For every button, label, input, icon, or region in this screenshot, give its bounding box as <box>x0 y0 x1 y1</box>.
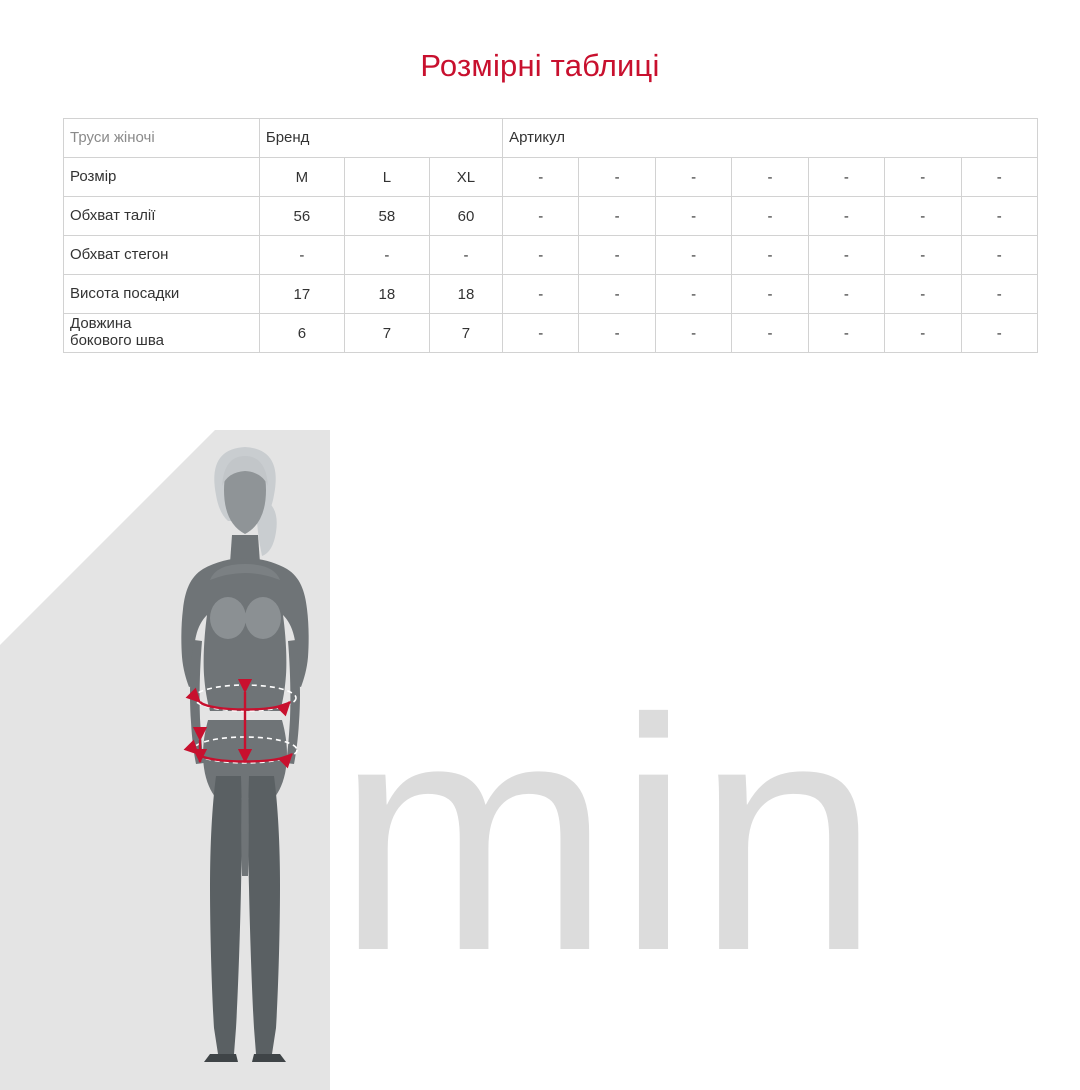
table-header-row <box>64 119 1038 158</box>
cell-value: - <box>961 314 1038 353</box>
table-row <box>64 314 1038 353</box>
page-title: Розмірні таблиці <box>420 48 660 83</box>
cell-value: M <box>259 158 344 197</box>
cell-value: - <box>808 314 884 353</box>
cell-value: 18 <box>429 275 502 314</box>
cell-value: - <box>808 275 884 314</box>
cell-value: - <box>808 197 884 236</box>
cell-value: 56 <box>259 197 344 236</box>
table-row <box>64 197 1038 236</box>
table-row <box>64 158 1038 197</box>
cell-value: - <box>808 158 884 197</box>
row-label: Висота посадки <box>64 275 260 314</box>
cell-value: - <box>503 158 579 197</box>
cell-value: - <box>732 275 808 314</box>
cell-value: - <box>503 236 579 275</box>
size-chart-table <box>63 118 1038 353</box>
cell-value: XL <box>429 158 502 197</box>
cell-value: - <box>655 197 731 236</box>
cell-value: - <box>732 236 808 275</box>
size-chart-container <box>63 118 1038 353</box>
header-product-cell <box>64 119 260 158</box>
cell-value: - <box>732 158 808 197</box>
cell-value: 7 <box>429 314 502 353</box>
header-product-label: Труси жіночі <box>70 128 155 146</box>
cell-value: - <box>732 197 808 236</box>
cell-value: - <box>961 275 1038 314</box>
row-label: Обхват талії <box>64 197 260 236</box>
cell-value: L <box>344 158 429 197</box>
table-row <box>64 275 1038 314</box>
cell-value: - <box>885 197 961 236</box>
cell-value: - <box>655 314 731 353</box>
table-row <box>64 236 1038 275</box>
cell-value: - <box>579 275 655 314</box>
cell-value: - <box>503 275 579 314</box>
cell-value: - <box>961 158 1038 197</box>
cell-value: - <box>885 275 961 314</box>
cell-value: - <box>885 236 961 275</box>
cell-value: - <box>579 158 655 197</box>
row-label: Обхват стегон <box>64 236 260 275</box>
cell-value: - <box>579 314 655 353</box>
row-label: Розмір <box>64 158 260 197</box>
cell-value: - <box>961 236 1038 275</box>
cell-value: 60 <box>429 197 502 236</box>
cell-value: - <box>503 197 579 236</box>
cell-value: - <box>579 197 655 236</box>
female-mannequin-measurement-diagram <box>120 440 370 1070</box>
cell-value: - <box>655 275 731 314</box>
header-article-cell <box>503 119 1038 158</box>
row-label-line1: Довжина <box>70 315 132 333</box>
header-brand-label: Бренд <box>265 128 310 146</box>
header-brand-cell <box>259 119 502 158</box>
cell-value: 58 <box>344 197 429 236</box>
cell-value: - <box>808 236 884 275</box>
cell-value: - <box>885 314 961 353</box>
cell-value: - <box>655 158 731 197</box>
cell-value: - <box>655 236 731 275</box>
header-article-label: Артикул <box>509 128 565 146</box>
cell-value: 7 <box>344 314 429 353</box>
cell-value: - <box>961 197 1038 236</box>
row-label <box>64 314 260 353</box>
cell-value: - <box>579 236 655 275</box>
cell-value: - <box>503 314 579 353</box>
brand-watermark: min <box>336 650 886 1019</box>
cell-value: - <box>429 236 502 275</box>
cell-value: 6 <box>259 314 344 353</box>
cell-value: 17 <box>259 275 344 314</box>
cell-value: - <box>344 236 429 275</box>
cell-value: 18 <box>344 275 429 314</box>
row-label-line2: бокового шва <box>70 332 164 349</box>
cell-value: - <box>885 158 961 197</box>
cell-value: - <box>732 314 808 353</box>
cell-value: - <box>259 236 344 275</box>
